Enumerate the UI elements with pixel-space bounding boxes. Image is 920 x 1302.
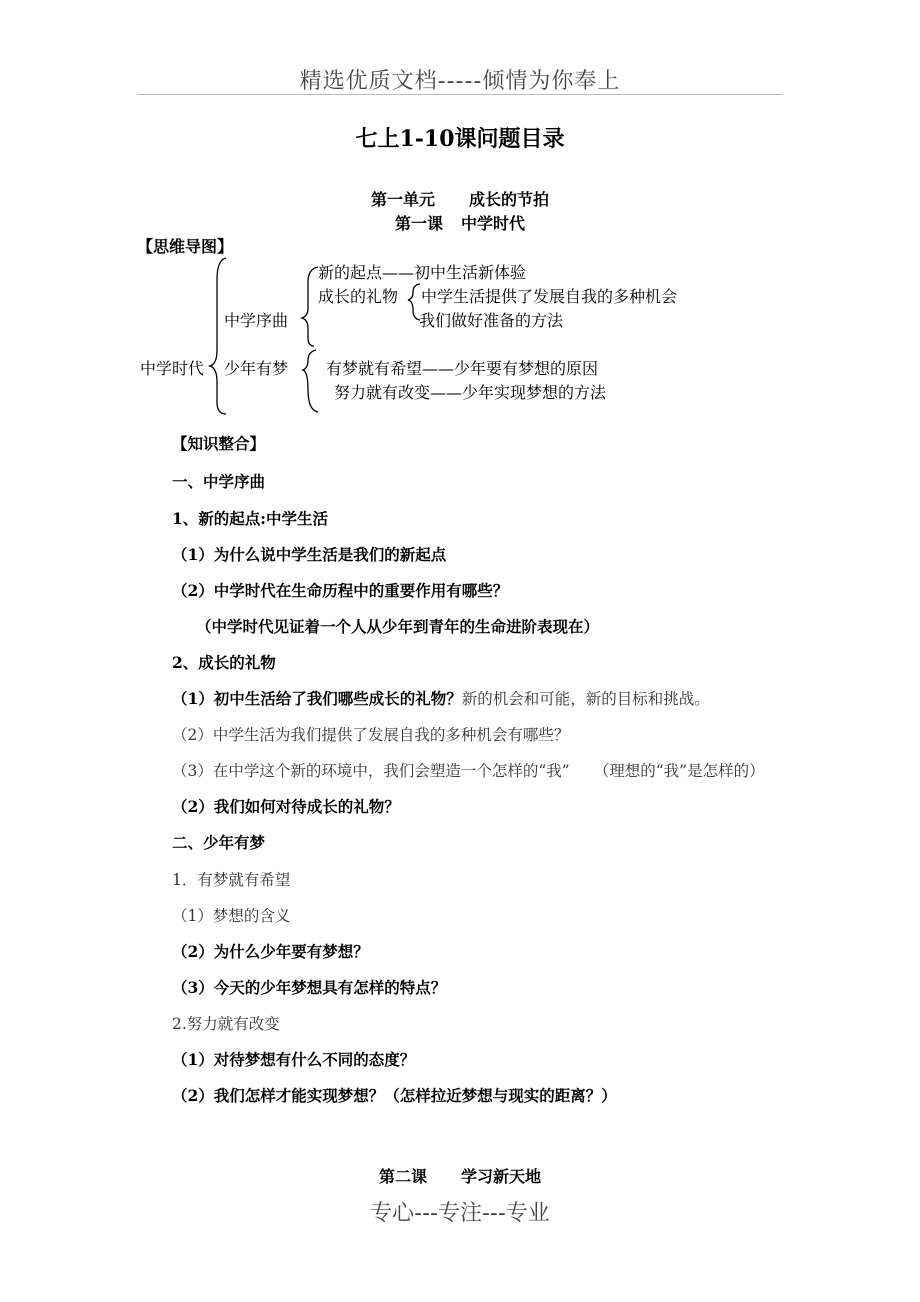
question-1-2-3-text: （3）在中学这个新的环境中，我们会塑造一个怎样的“我” bbox=[172, 762, 570, 780]
question-1-2-2: （2）中学生活为我们提供了发展自我的多种机会有哪些？ bbox=[172, 726, 570, 744]
lesson2-heading bbox=[0, 1164, 920, 1187]
question-1-2-1 bbox=[172, 687, 710, 709]
page-header: 精选优质文档-----倾情为你奉上 bbox=[299, 69, 621, 94]
mindmap-b1-item1: 新的起点——初中生活新体验 bbox=[318, 263, 527, 282]
question-1-1-1: （1）为什么说中学生活是我们的新起点 bbox=[172, 545, 447, 564]
note-1-2-3: （理想的“我”是怎样的） bbox=[593, 762, 765, 780]
lesson2-subtitle: 学习新天地 bbox=[461, 1167, 542, 1186]
page-footer: 专心---专注---专业 bbox=[370, 1201, 550, 1226]
question-1-2-4: （2）我们如何对待成长的礼物？ bbox=[172, 797, 400, 816]
question-1-2-3 bbox=[172, 759, 765, 781]
lesson1-name: 第一课 bbox=[394, 214, 443, 233]
lesson2-name: 第二课 bbox=[378, 1167, 427, 1186]
mindmap-b2-item2: 努力就有改变——少年实现梦想的方法 bbox=[334, 383, 607, 402]
root-brace bbox=[210, 258, 226, 414]
branch2-brace bbox=[303, 350, 318, 412]
knowledge-heading: 【知识整合】 bbox=[172, 434, 266, 453]
lesson1-subtitle: 中学时代 bbox=[461, 214, 526, 233]
question-1-2-1-text: （1）初中生活给了我们哪些成长的礼物？ bbox=[172, 689, 462, 708]
answer-1-2-1: 新的机会和可能，新的目标和挑战。 bbox=[461, 690, 710, 708]
question-2-1-3: （3）今天的少年梦想具有怎样的特点？ bbox=[172, 978, 447, 997]
mindmap-branch1: 中学序曲 bbox=[224, 311, 289, 330]
mindmap-b1-item2: 成长的礼物 bbox=[318, 287, 399, 306]
section-1-1-heading: 1、新的起点:中学生活 bbox=[172, 509, 329, 528]
unit-subtitle: 成长的节拍 bbox=[469, 190, 550, 209]
mindmap-heading: 【思维导图】 bbox=[137, 237, 234, 256]
mindmap-b2-item1: 有梦就有希望——少年要有梦想的原因 bbox=[326, 359, 599, 378]
document-title: 七上1-10课问题目录 bbox=[355, 126, 565, 152]
section-2-1-heading: 1．有梦就有希望 bbox=[172, 871, 291, 889]
question-2-1-1: （1）梦想的含义 bbox=[172, 907, 291, 925]
mindmap-b1-item2-sub1: 中学生活提供了发展自我的多种机会 bbox=[421, 287, 678, 306]
section-1-2-heading: 2、成长的礼物 bbox=[172, 653, 276, 672]
question-2-1-2: （2）为什么少年要有梦想？ bbox=[172, 942, 369, 961]
question-2-2-2: （2）我们怎样才能实现梦想？（怎样拉近梦想与现实的距离？） bbox=[172, 1086, 617, 1105]
branch1-brace bbox=[302, 267, 318, 346]
mindmap-branch2: 少年有梦 bbox=[224, 359, 289, 378]
question-2-2-1: （1）对待梦想有什么不同的态度？ bbox=[172, 1050, 416, 1069]
note-1-1: （中学时代见证着一个人从少年到青年的生命进阶表现在） bbox=[196, 617, 600, 636]
unit-name: 第一单元 bbox=[370, 190, 435, 209]
section-2-2-heading: 2.努力就有改变 bbox=[172, 1015, 280, 1033]
mindmap-root: 中学时代 bbox=[140, 359, 205, 378]
mindmap-b1-item2-sub2: 我们做好准备的方法 bbox=[419, 311, 564, 330]
section-2-heading: 二、少年有梦 bbox=[172, 833, 266, 852]
question-1-1-2: （2）中学时代在生命历程中的重要作用有哪些？ bbox=[172, 581, 509, 600]
section-1-heading: 一、中学序曲 bbox=[172, 472, 266, 491]
